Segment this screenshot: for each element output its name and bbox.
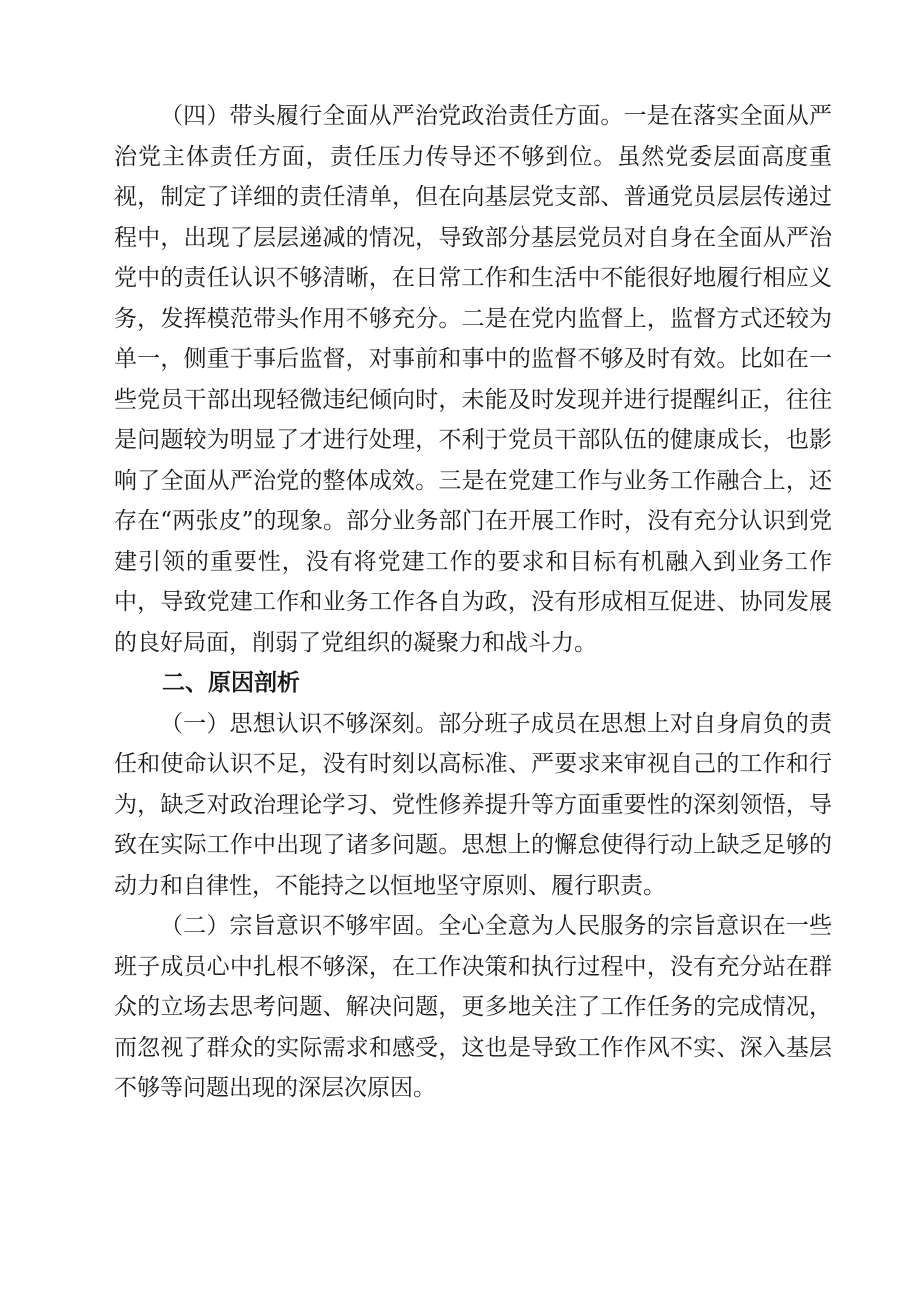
section-heading-cause-analysis: 二、原因剖析	[162, 670, 300, 696]
paragraph-cause-thinking: （一）思想认识不够深刻。部分班子成员在思想上对自身肩负的责任和使命认识不足，没有时刻以高标准、严要求来审视自己的工作和行为，缺乏对政治理论学习、党性修养提升等方面重要性的深刻领悟，导致在实际工作中出现了诸多问题。思想上的懈怠使得行动上缺乏足够的动力和自律性，不能持之以恒地坚守原则、履行职责。	[114, 710, 832, 899]
document-body	[114, 96, 832, 1109]
paragraph-responsibility: （四）带头履行全面从严治党政治责任方面。一是在落实全面从严治党主体责任方面，责任压力传导还不够到位。虽然党委层面高度重视，制定了详细的责任清单，但在向基层党支部、普通党员层层传递过程中，出现了层层递减的情况，导致部分基层党员对自身在全面从严治党中的责任认识不够清晰，在日常工作和生活中不能很好地履行相应义务，发挥模范带头作用不够充分。二是在党内监督上，监督方式还较为单一，侧重于事后监督，对事前和事中的监督不够及时有效。比如在一些党员干部出现轻微违纪倾向时，未能及时发现并进行提醒纠正，往往是问题较为明显了才进行处理，不利于党员干部队伍的健康成长，也影响了全面从严治党的整体成效。三是在党建工作与业务工作融合上，还存在“两张皮”的现象。部分业务部门在开展工作时，没有充分认识到党建引领的重要性，没有将党建工作的要求和目标有机融入到业务工作中，导致党建工作和业务工作各自为政，没有形成相互促进、协同发展的良好局面，削弱了党组织的凝聚力和战斗力。	[114, 103, 832, 656]
paragraph-cause-purpose: （二）宗旨意识不够牢固。全心全意为人民服务的宗旨意识在一些班子成员心中扎根不够深，在工作决策和执行过程中，没有充分站在群众的立场去思考问题、解决问题，更多地关注了工作任务的完成情况，而忽视了群众的实际需求和感受，这也是导致工作作风不实、深入基层不够等问题出现的深层次原因。	[114, 913, 832, 1101]
